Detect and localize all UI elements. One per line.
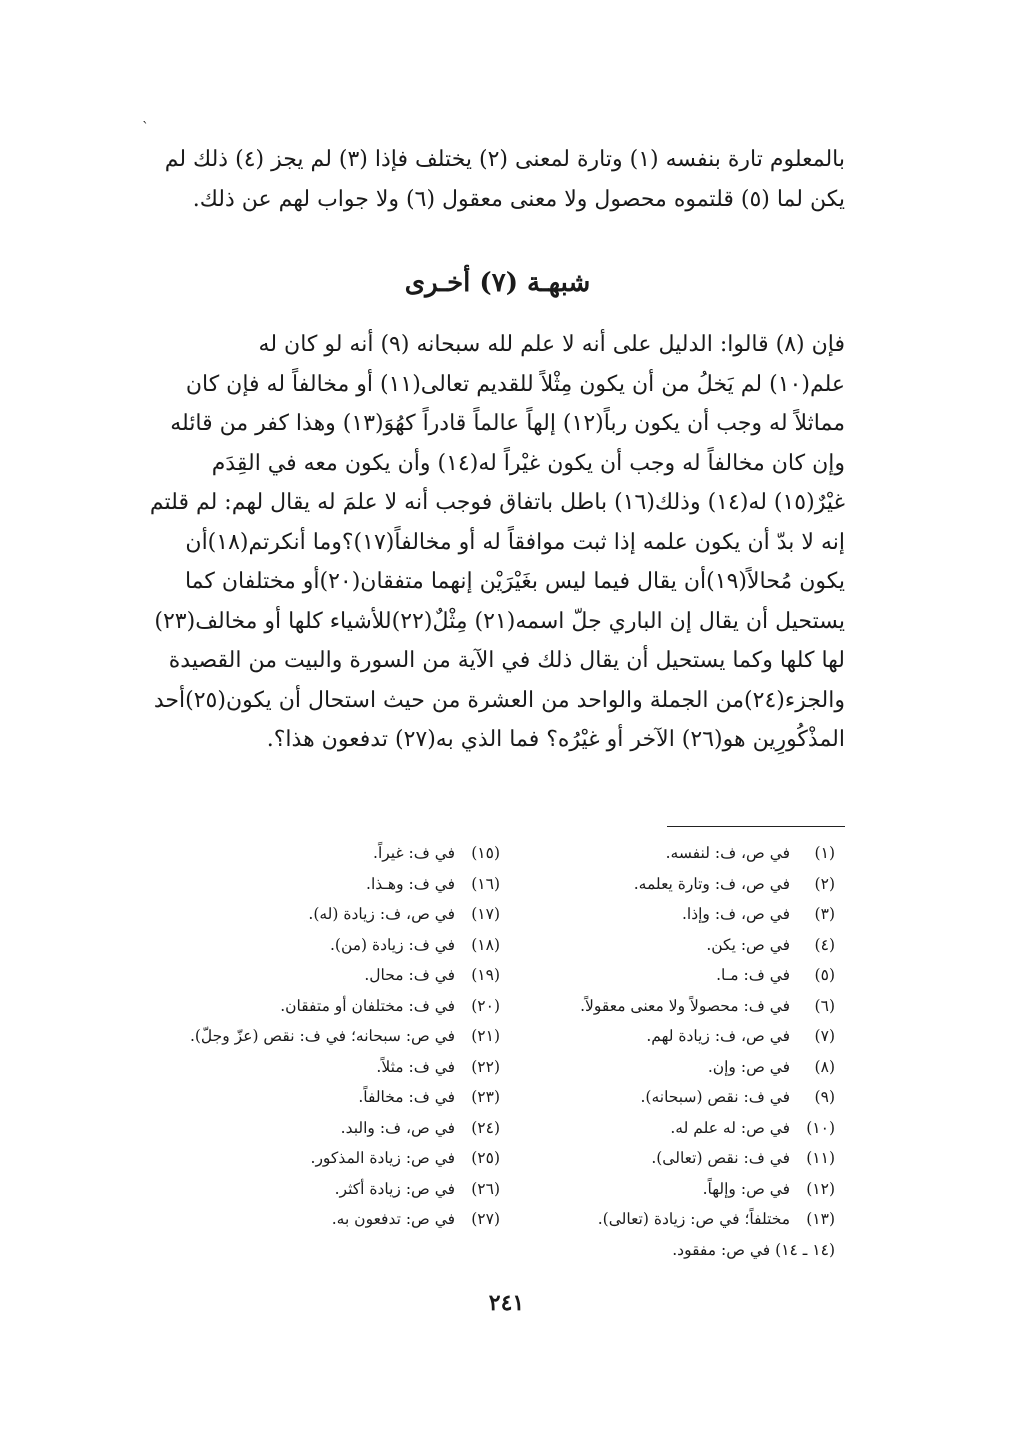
- footnote-number: (٩): [814, 1088, 835, 1106]
- footnote-number: (١٤ ـ ١٤): [775, 1240, 835, 1259]
- page-body: [150, 140, 845, 760]
- footnote: [580, 1082, 835, 1113]
- footnote-number: (١٧): [471, 905, 500, 923]
- intro-line: بالمعلوم تارة بنفسه (١) وتارة لمعنى (٢) يختلف فإذا (٣) لم يجز (٤) ذلك لم: [164, 147, 845, 172]
- footnote-text: في ص، ف: وإذا.: [681, 905, 791, 923]
- footnote-number: (١٢): [806, 1179, 835, 1198]
- footnote-number: (٢٤): [471, 1118, 500, 1137]
- footnote: [190, 1082, 500, 1113]
- footnote: [190, 1052, 500, 1083]
- footnote-number: (٦): [814, 996, 835, 1015]
- footnote-number: (٨): [814, 1057, 835, 1076]
- section-heading: شبهـة (٧) أخـرى: [404, 268, 591, 298]
- footnote-number: (٧): [814, 1027, 835, 1045]
- footnote: [190, 1143, 500, 1174]
- footnote-text: مختلفاً؛ في ص: زيادة (تعالى).: [597, 1210, 791, 1228]
- footnote-text: في ف: نقص (سبحانه).: [640, 1088, 791, 1106]
- footnote-number: (٤): [814, 935, 835, 954]
- footnote: [190, 930, 500, 961]
- footnote: [190, 1113, 500, 1144]
- body-line: المذْكُورِين هو(٢٦) الآخر أو غيْرُه؟ فما الذي به(٢٧) تدفعون هذا؟.: [266, 727, 845, 752]
- footnote-text: في ف: غيراً.: [373, 844, 456, 862]
- footnote: [580, 1021, 835, 1052]
- footnote: [580, 1052, 835, 1083]
- footnote: [580, 930, 835, 961]
- footnote: [580, 1235, 835, 1266]
- footnote-text: في ص: تدفعون به.: [331, 1210, 456, 1228]
- footnote: [580, 838, 835, 869]
- footnote-text: في ص: زيادة أكثر.: [334, 1179, 456, 1198]
- footnote-text: في ف: مـا.: [716, 966, 791, 984]
- footnote-number: (٢٠): [471, 996, 500, 1015]
- body-line: والجزء(٢٤)من الجملة والواحد من العشرة من حيث استحال أن يكون(٢٥)أحد: [153, 687, 845, 713]
- body-line: إنه لا بدّ أن يكون علمه إذا ثبت موافقاً له أو مخالفاً(١٧)؟وما أنكرتم(١٨)أن: [185, 529, 845, 555]
- footnote-text: في ص، ف: وتارة يعلمه.: [633, 874, 791, 893]
- page-number: ٢٤١: [488, 1290, 525, 1316]
- footnote-text: في ص، ف: لنفسه.: [665, 844, 791, 862]
- footnote-number: (٣): [814, 905, 835, 923]
- footnote-text: في ص: مفقود.: [672, 1240, 771, 1259]
- body-paragraph: [150, 325, 845, 760]
- footnote-text: في ص: يكن.: [706, 935, 791, 954]
- footnote: [580, 991, 835, 1022]
- stray-mark: `: [142, 120, 149, 136]
- footnote: [580, 1113, 835, 1144]
- footnote-text: في ف: محصولاً ولا معنى معقولاً.: [580, 996, 791, 1015]
- footnote: [580, 899, 835, 930]
- footnote: [190, 838, 500, 869]
- footnote: [190, 991, 500, 1022]
- footnote-text: في ص، ف: والبد.: [340, 1118, 456, 1137]
- body-line: غيْرٌ(١٥) له(١٤) وذلك(١٦) باطل باتفاق فوجب أنه لا علمَ له يقال لهم: لم قلتم: [149, 490, 845, 515]
- footnote: [190, 899, 500, 930]
- footnote-number: (١): [814, 844, 835, 862]
- footnote-text: في ص: له علم له.: [670, 1118, 791, 1137]
- footnote-text: في ف: زيادة (من).: [329, 935, 456, 954]
- intro-paragraph: [150, 140, 845, 219]
- footnote-number: (٢٧): [471, 1210, 500, 1228]
- footnote-number: (٢٥): [471, 1149, 500, 1167]
- footnotes-column-right: [580, 838, 835, 1265]
- footnote: [190, 1174, 500, 1205]
- footnote-text: في ص: وإن.: [707, 1057, 791, 1076]
- footnote: [580, 960, 835, 991]
- footnote: [190, 1204, 500, 1235]
- footnote: [190, 960, 500, 991]
- footnote-text: في ص: سبحانه؛ في ف: نقص (عزّ وجلّ).: [189, 1027, 456, 1045]
- footnote-number: (٥): [814, 966, 835, 984]
- footnote: [190, 1021, 500, 1052]
- body-line: علم(١٠) لم يَخلُ من أن يكون مِثْلاً للقديم تعالى(١١) أو مخالفاً له فإن كان: [185, 371, 845, 397]
- footnote-text: في ص، ف: زيادة لهم.: [646, 1027, 791, 1045]
- footnote-number: (٢): [814, 874, 835, 893]
- body-line: لها كلها وكما يستحيل أن يقال ذلك في الآية من السورة والبيت من القصيدة: [168, 648, 845, 673]
- footnote-text: في ف: مثلاً.: [376, 1057, 456, 1076]
- footnote-text: في ص، ف: زيادة (له).: [308, 905, 456, 923]
- footnote-text: في ف: مختلفان أو متفقان.: [280, 996, 456, 1015]
- body-line: فإن (٨) قالوا: الدليل على أنه لا علم لله سبحانه (٩) أنه لو كان له: [258, 332, 845, 357]
- footnote-number: (٢٦): [471, 1179, 500, 1198]
- footnote-text: في ص: زيادة المذكور.: [310, 1149, 456, 1167]
- body-line: وإن كان مخالفاً له وجب أن يكون غيْراً له(١٤) وأن يكون معه في القِدَم: [211, 450, 845, 476]
- body-line: مماثلاً له وجب أن يكون رباً(١٢) إلهاً عالماً قادراً كهُوَ(١٣) وهذا كفر من قائله: [170, 411, 845, 436]
- footnote-text: في ف: مخالفاً.: [358, 1088, 456, 1106]
- body-line: يستحيل أن يقال إن الباري جلّ اسمه(٢١) مِثْلٌ(٢٢)للأشياء كلها أو مخالف(٢٣): [154, 608, 845, 634]
- body-line: يكون مُحالاً(١٩)أن يقال فيما ليس بغَيْرَيْن إنهما متفقان(٢٠)أو مختلفان كما: [184, 569, 845, 594]
- footnote: [580, 1143, 835, 1174]
- footnote: [580, 1204, 835, 1235]
- footnote: [580, 869, 835, 900]
- footnote-text: في ف: وهـذا.: [366, 874, 456, 893]
- footnote-text: في ف: محال.: [364, 966, 456, 984]
- footnote-number: (٢٢): [471, 1057, 500, 1076]
- footnote-number: (٢١): [471, 1027, 500, 1045]
- footnote-number: (٢٣): [471, 1088, 500, 1106]
- footnote-text: في ص: وإلهاً.: [702, 1179, 791, 1198]
- footnote-text: في ف: نقص (تعالى).: [651, 1149, 791, 1167]
- footnote-number: (١٠): [806, 1118, 835, 1137]
- footnote-number: (١٥): [471, 844, 500, 862]
- footnote: [580, 1174, 835, 1205]
- footnote-number: (١٩): [471, 966, 500, 984]
- footnote-number: (١٨): [471, 935, 500, 954]
- footnote-number: (١٣): [806, 1210, 835, 1228]
- footnote-number: (١٦): [471, 874, 500, 893]
- footnote: [190, 869, 500, 900]
- footnote-separator: [667, 826, 845, 827]
- footnotes-column-left: [190, 838, 500, 1235]
- intro-line: يكن لما (٥) قلتموه محصول ولا معنى معقول (٦) ولا جواب لهم عن ذلك.: [192, 186, 845, 212]
- footnote-number: (١١): [806, 1149, 835, 1167]
